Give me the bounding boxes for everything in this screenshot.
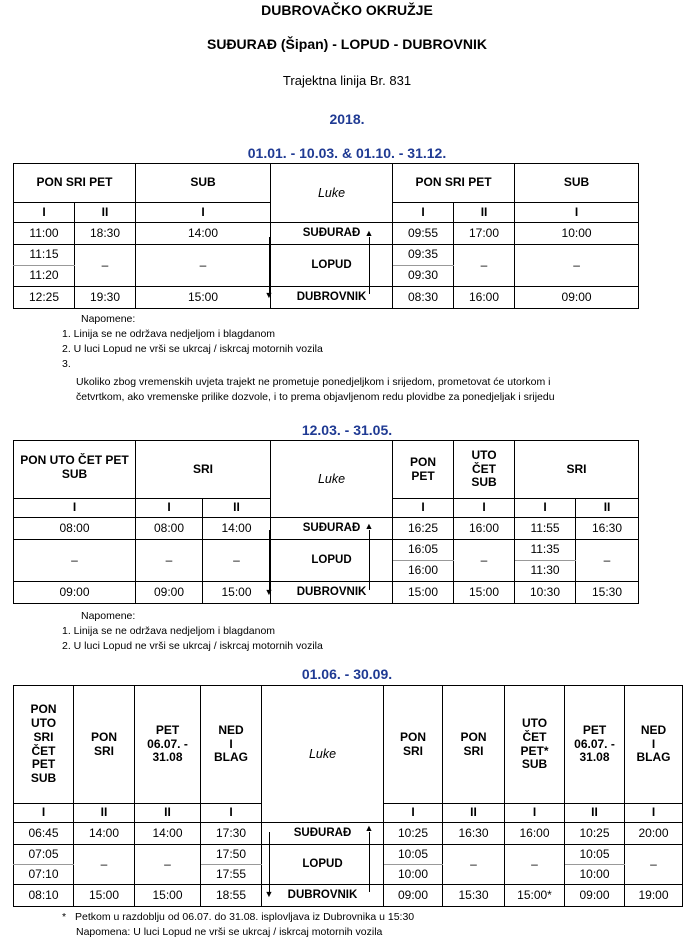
- s3-header-line: 06.07. -: [574, 736, 615, 751]
- s1-note-1: 1. Linija se ne održava nedjeljom i blagdanom: [62, 328, 276, 340]
- s3-dep-roman: II: [135, 804, 201, 823]
- s3-dep-time: 14:00: [74, 823, 135, 845]
- s2-ret-roman: I: [515, 499, 576, 518]
- s3-header-line: ČET: [31, 743, 56, 758]
- s1-period: 01.01. - 10.03. & 01.10. - 31.12.: [247, 145, 447, 161]
- s3-down-arrow-icon: ▼: [264, 889, 274, 899]
- s2-dep-time: 14:00: [203, 518, 271, 540]
- route-title: SUĐURAĐ (Šipan) - LOPUD - DUBROVNIK: [207, 36, 487, 52]
- s2-ret-header-pon-pet: [393, 441, 454, 499]
- s2-ret-time: 16:25: [393, 518, 454, 540]
- s2-ret-time: 16:00: [454, 518, 515, 540]
- s3-header-line: PON: [90, 729, 117, 744]
- s2-dash: –: [136, 540, 203, 582]
- s2-ret-header-line: PON: [410, 454, 437, 469]
- s2-ret-time: 11:30: [515, 561, 576, 582]
- s3-ret-time: 10:00: [384, 865, 443, 885]
- s3-header-line: 31.08: [152, 750, 183, 765]
- line-number: Trajektna linija Br. 831: [282, 73, 412, 88]
- s2-dep-time: 08:00: [14, 518, 136, 540]
- s3-dep-roman: I: [14, 804, 74, 823]
- s3-ret-roman: II: [443, 804, 505, 823]
- s2-notes-title: Napomene:: [81, 610, 136, 622]
- s3-header-line: 06.07. -: [147, 736, 188, 751]
- s2-dep-header-line: SUB: [61, 466, 88, 481]
- s3-header-line: PON: [399, 729, 426, 744]
- s1-dash: –: [515, 245, 639, 287]
- s1-dash: –: [454, 245, 515, 287]
- s2-port-dubrovnik: DUBROVNIK: [271, 582, 393, 604]
- s2-down-arrow-line: [269, 530, 270, 590]
- s3-up-arrow-line: [369, 832, 370, 892]
- s1-dash: –: [136, 245, 271, 287]
- s3-note: Napomena: U luci Lopud ne vrši se ukrcaj / iskrcaj motornih vozila: [76, 926, 383, 938]
- s3-ret-time: 15:00*: [505, 885, 565, 907]
- s2-dash: –: [576, 540, 639, 582]
- s3-dep-time: 08:10: [14, 885, 74, 907]
- s3-ret-time: 16:30: [443, 823, 505, 845]
- s3-dep-time: 15:00: [135, 885, 201, 907]
- s1-note-3a: Ukoliko zbog vremenskih uvjeta trajekt ne prometuje ponedjeljkom i srijedom, prometovat će utorkom i: [76, 376, 551, 388]
- s3-header-line: I: [229, 736, 233, 751]
- s2-ret-time: 16:00: [393, 561, 454, 582]
- s2-ret-header-line: SUB: [471, 475, 497, 490]
- s2-ret-time: 16:30: [576, 518, 639, 540]
- s3-dep-roman: II: [74, 804, 135, 823]
- s1-port-sudurad: SUĐURAĐ: [271, 223, 393, 245]
- s3-dep-time: 06:45: [14, 823, 74, 845]
- s3-ret-roman: II: [565, 804, 625, 823]
- s2-dep-header-pon-uto-cet-pet-sub: [14, 441, 136, 499]
- s1-dep-roman: I: [136, 203, 271, 223]
- s2-notes: [62, 609, 323, 654]
- s3-dep-time: 17:55: [201, 865, 262, 885]
- s3-period: 01.06. - 30.09.: [301, 666, 393, 682]
- s2-dash: –: [203, 540, 271, 582]
- s3-header-line: BLAG: [636, 750, 671, 765]
- s2-dep-roman: II: [203, 499, 271, 518]
- s2-port-lopud: LOPUD: [271, 540, 393, 582]
- s1-dep-time: 11:15: [14, 245, 75, 266]
- s3-port-sudurad: SUĐURAĐ: [262, 823, 384, 845]
- s3-ret-time: 10:25: [384, 823, 443, 845]
- s3-luke-header: Luke: [262, 686, 384, 823]
- s2-ret-roman: I: [454, 499, 515, 518]
- s1-down-arrow-icon: ▼: [264, 290, 274, 300]
- s1-notes-title: Napomene:: [81, 313, 136, 325]
- s2-luke-header: Luke: [271, 441, 393, 518]
- s1-dep-roman: I: [14, 203, 75, 223]
- s3-header-line: SUB: [30, 771, 57, 786]
- s2-dash: –: [14, 540, 136, 582]
- s3-up-arrow-icon: ▲: [364, 823, 374, 833]
- s1-ret-time: 09:35: [393, 245, 454, 266]
- s1-ret-header-sub: SUB: [515, 164, 639, 203]
- s3-header-line: SRI: [402, 743, 423, 758]
- s1-port-dubrovnik: DUBROVNIK: [271, 287, 393, 309]
- s1-ret-time: 09:30: [393, 266, 454, 287]
- s3-ret-roman: I: [384, 804, 443, 823]
- s1-ret-time: 10:00: [515, 223, 639, 245]
- s1-up-arrow-icon: ▲: [364, 228, 374, 238]
- s3-dep-roman: I: [201, 804, 262, 823]
- s1-luke-header: Luke: [271, 164, 393, 223]
- s3-down-arrow-line: [269, 832, 270, 892]
- s1-up-arrow-line: [369, 237, 370, 294]
- s2-note-2: 2. U luci Lopud ne vrši se ukrcaj / iskrcaj motornih vozila: [62, 640, 323, 652]
- s2-port-sudurad: SUĐURAĐ: [271, 518, 393, 540]
- s1-timetable: [13, 163, 639, 309]
- s3-ret-header-pon-sri-2: [443, 686, 505, 804]
- s3-header-line: SUB: [521, 757, 548, 772]
- year: 2018.: [329, 111, 365, 127]
- s3-dep-time: 14:00: [135, 823, 201, 845]
- s1-note-3b: četvrtkom, ako vremenske prilike dozvole, i to prema objavljenom redu plovidbe za ponedjeljak i srijedu: [76, 391, 555, 403]
- s2-dash: –: [454, 540, 515, 582]
- s1-dep-header-sub: SUB: [136, 164, 271, 203]
- s2-ret-header-line: ČET: [472, 461, 497, 476]
- s1-ret-time: 17:00: [454, 223, 515, 245]
- s3-dash: –: [625, 845, 683, 885]
- s2-dep-header-sri: SRI: [136, 441, 271, 499]
- s3-dep-header-pon-sri: [74, 686, 135, 804]
- s2-ret-header-sri: SRI: [515, 441, 639, 499]
- s3-dash: –: [443, 845, 505, 885]
- s3-header-line: UTO: [30, 715, 57, 730]
- s3-note-star-mark: *: [62, 911, 67, 923]
- s1-dash: –: [75, 245, 136, 287]
- s1-dep-time: 11:00: [14, 223, 75, 245]
- s3-notes: [62, 910, 414, 940]
- s2-ret-header-uto-cet-sub: [454, 441, 515, 499]
- s2-ret-time: 11:55: [515, 518, 576, 540]
- s3-dep-header-daily: [14, 686, 74, 804]
- s3-header-line: NED: [218, 722, 244, 737]
- s2-dep-time: 08:00: [136, 518, 203, 540]
- s2-ret-time: 15:00: [454, 582, 515, 604]
- s2-period: 12.03. - 31.05.: [301, 422, 393, 438]
- s3-ret-header-ned: [625, 686, 683, 804]
- s3-ret-time: 09:00: [384, 885, 443, 907]
- s3-dash: –: [135, 845, 201, 885]
- s3-ret-time: 20:00: [625, 823, 683, 845]
- s2-ret-time: 15:00: [393, 582, 454, 604]
- s2-timetable: [13, 440, 639, 604]
- s3-note-star-text: Petkom u razdoblju od 06.07. do 31.08. isplovljava iz Dubrovnika u 15:30: [75, 911, 415, 923]
- s3-dep-time: 18:55: [201, 885, 262, 907]
- s3-header-line: NED: [640, 722, 667, 737]
- s3-header-line: PET: [582, 722, 607, 737]
- s3-header-line: SRI: [93, 743, 114, 758]
- s2-dep-time: 15:00: [203, 582, 271, 604]
- s3-header-line: PON: [460, 729, 487, 744]
- s2-ret-header-line: PET: [411, 468, 435, 483]
- s1-dep-time: 11:20: [14, 266, 75, 287]
- s1-dep-time: 18:30: [75, 223, 136, 245]
- s3-ret-time: 10:05: [565, 845, 625, 865]
- s3-header-line: PET: [31, 757, 56, 772]
- s3-ret-time: 09:00: [565, 885, 625, 907]
- s1-notes: [62, 312, 555, 405]
- s3-ret-time: 10:00: [565, 865, 625, 885]
- s3-ret-header-pet: [565, 686, 625, 804]
- s3-header-line: PON: [30, 702, 57, 717]
- s3-header-line: PET*: [520, 743, 549, 758]
- s1-down-arrow-line: [269, 237, 270, 294]
- s1-note-3-num: 3.: [62, 358, 71, 370]
- s3-ret-time: 16:00: [505, 823, 565, 845]
- s2-dep-roman: I: [14, 499, 136, 518]
- s3-dep-header-ned: [201, 686, 262, 804]
- s3-header-line: ČET: [522, 729, 547, 744]
- s3-ret-time: 15:30: [443, 885, 505, 907]
- s3-ret-time: 10:05: [384, 845, 443, 865]
- s3-dep-time: 17:50: [201, 845, 262, 865]
- s2-note-1: 1. Linija se ne održava nedjeljom i blagdanom: [62, 625, 276, 637]
- s1-dep-time: 14:00: [136, 223, 271, 245]
- s2-ret-time: 15:30: [576, 582, 639, 604]
- s3-ret-time: 19:00: [625, 885, 683, 907]
- s3-header-line: PET: [155, 722, 180, 737]
- s2-ret-header-line: UTO: [471, 447, 497, 462]
- s2-down-arrow-icon: ▼: [264, 587, 274, 597]
- s3-dep-header-pet: [135, 686, 201, 804]
- s1-ret-roman: II: [454, 203, 515, 223]
- s1-ret-time: 08:30: [393, 287, 454, 309]
- s3-dash: –: [74, 845, 135, 885]
- s3-port-dubrovnik: DUBROVNIK: [262, 885, 384, 907]
- s3-dash: –: [505, 845, 565, 885]
- s3-timetable: [13, 685, 683, 907]
- s3-ret-roman: I: [505, 804, 565, 823]
- s1-ret-time: 09:55: [393, 223, 454, 245]
- s3-dep-time: 17:30: [201, 823, 262, 845]
- s1-ret-time: 09:00: [515, 287, 639, 309]
- s2-dep-time: 09:00: [14, 582, 136, 604]
- s2-ret-time: 16:05: [393, 540, 454, 561]
- s3-note-star: [62, 910, 414, 925]
- s1-note-2: 2. U luci Lopud ne vrši se ukrcaj / iskrcaj motornih vozila: [62, 343, 323, 355]
- s1-dep-roman: II: [75, 203, 136, 223]
- s3-ret-header-uto-cet-pet-sub: [505, 686, 565, 804]
- s3-dep-time: 07:05: [14, 845, 74, 865]
- s3-ret-roman: I: [625, 804, 683, 823]
- s2-up-arrow-icon: ▲: [364, 521, 374, 531]
- s2-dep-header-line: PON UTO ČET PET: [20, 453, 129, 467]
- s1-dep-time: 12:25: [14, 287, 75, 309]
- s3-header-line: SRI: [33, 729, 54, 744]
- s3-header-line: I: [651, 736, 656, 751]
- s2-ret-roman: I: [393, 499, 454, 518]
- s1-ret-time: 16:00: [454, 287, 515, 309]
- s1-ret-roman: I: [393, 203, 454, 223]
- s2-ret-time: 11:35: [515, 540, 576, 561]
- s3-header-line: 31.08: [579, 750, 610, 765]
- s3-dep-time: 15:00: [74, 885, 135, 907]
- county-title: DUBROVAČKO OKRUŽJE: [261, 2, 433, 18]
- s1-dep-header-pon-sri-pet: PON SRI PET: [14, 164, 136, 203]
- s1-ret-roman: I: [515, 203, 639, 223]
- s1-dep-time: 19:30: [75, 287, 136, 309]
- s3-header-line: SRI: [463, 743, 484, 758]
- s1-dep-time: 15:00: [136, 287, 271, 309]
- s2-up-arrow-line: [369, 530, 370, 590]
- s3-ret-header-pon-sri: [384, 686, 443, 804]
- s2-ret-roman: II: [576, 499, 639, 518]
- s1-ret-header-pon-sri-pet: PON SRI PET: [393, 164, 515, 203]
- s2-dep-roman: I: [136, 499, 203, 518]
- s3-port-lopud: LOPUD: [262, 845, 384, 885]
- s2-dep-time: 09:00: [136, 582, 203, 604]
- s1-port-lopud: LOPUD: [271, 245, 393, 287]
- s3-header-line: BLAG: [214, 750, 248, 765]
- s3-header-line: UTO: [521, 715, 548, 730]
- s3-dep-time: 07:10: [14, 865, 74, 885]
- s3-ret-time: 10:25: [565, 823, 625, 845]
- s2-ret-time: 10:30: [515, 582, 576, 604]
